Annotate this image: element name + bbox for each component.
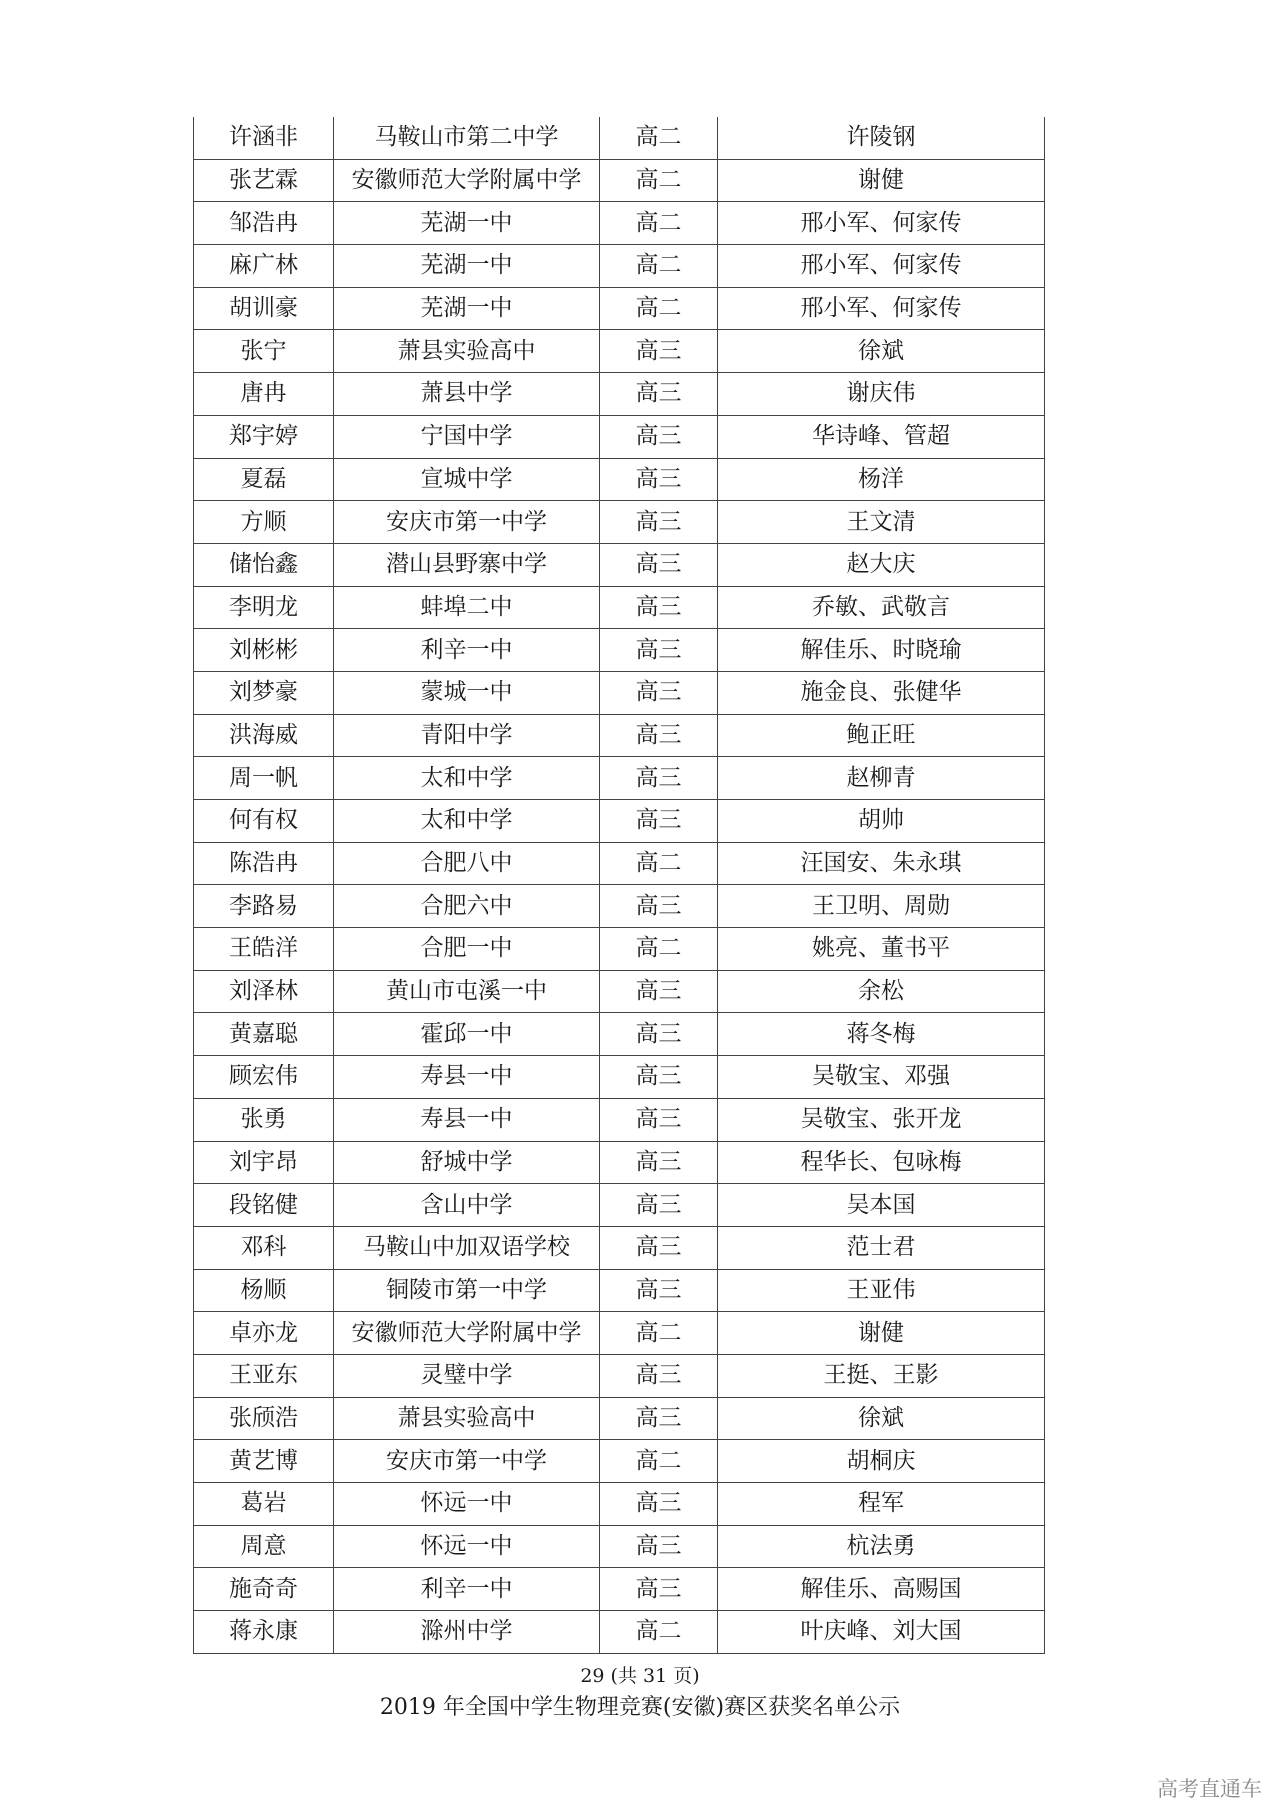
grade-cell: 高三 xyxy=(600,757,718,800)
table-row xyxy=(194,757,1045,800)
student-name-cell: 张勇 xyxy=(194,1098,334,1141)
coach-cell: 解佳乐、高赐国 xyxy=(718,1568,1045,1611)
school-cell: 安庆市第一中学 xyxy=(334,1440,600,1483)
school-cell: 寿县一中 xyxy=(334,1056,600,1099)
school-cell: 安庆市第一中学 xyxy=(334,501,600,544)
table-row xyxy=(194,1226,1045,1269)
table-row xyxy=(194,1312,1045,1355)
coach-cell: 吴敬宝、邓强 xyxy=(718,1056,1045,1099)
student-name-cell: 刘宇昂 xyxy=(194,1141,334,1184)
grade-cell: 高三 xyxy=(600,671,718,714)
watermark: 高考直通车 xyxy=(1157,1777,1262,1801)
grade-cell: 高三 xyxy=(600,1525,718,1568)
school-cell: 合肥一中 xyxy=(334,928,600,971)
table-row xyxy=(194,501,1045,544)
school-cell: 含山中学 xyxy=(334,1184,600,1227)
student-name-cell: 张宁 xyxy=(194,330,334,373)
grade-cell: 高二 xyxy=(600,159,718,202)
coach-cell: 余松 xyxy=(718,970,1045,1013)
student-name-cell: 段铭健 xyxy=(194,1184,334,1227)
table-row xyxy=(194,415,1045,458)
coach-cell: 谢庆伟 xyxy=(718,373,1045,416)
school-cell: 太和中学 xyxy=(334,800,600,843)
school-cell: 安徽师范大学附属中学 xyxy=(334,1312,600,1355)
grade-cell: 高三 xyxy=(600,1397,718,1440)
coach-cell: 乔敏、武敬言 xyxy=(718,586,1045,629)
table-row xyxy=(194,159,1045,202)
school-cell: 灵璧中学 xyxy=(334,1354,600,1397)
grade-cell: 高三 xyxy=(600,1098,718,1141)
table-row xyxy=(194,1354,1045,1397)
coach-cell: 谢健 xyxy=(718,1312,1045,1355)
school-cell: 霍邱一中 xyxy=(334,1013,600,1056)
coach-cell: 胡桐庆 xyxy=(718,1440,1045,1483)
grade-cell: 高三 xyxy=(600,1269,718,1312)
table-row xyxy=(194,287,1045,330)
table-row xyxy=(194,1184,1045,1227)
table-row xyxy=(194,970,1045,1013)
coach-cell: 范士君 xyxy=(718,1226,1045,1269)
student-name-cell: 顾宏伟 xyxy=(194,1056,334,1099)
coach-cell: 姚亮、董书平 xyxy=(718,928,1045,971)
grade-cell: 高二 xyxy=(600,245,718,288)
grade-cell: 高二 xyxy=(600,202,718,245)
student-name-cell: 邓科 xyxy=(194,1226,334,1269)
student-name-cell: 刘梦豪 xyxy=(194,671,334,714)
school-cell: 寿县一中 xyxy=(334,1098,600,1141)
grade-cell: 高二 xyxy=(600,928,718,971)
grade-cell: 高三 xyxy=(600,1354,718,1397)
table-row xyxy=(194,1013,1045,1056)
grade-cell: 高三 xyxy=(600,714,718,757)
grade-cell: 高三 xyxy=(600,1056,718,1099)
table-row xyxy=(194,543,1045,586)
coach-cell: 王文清 xyxy=(718,501,1045,544)
school-cell: 太和中学 xyxy=(334,757,600,800)
grade-cell: 高三 xyxy=(600,800,718,843)
school-cell: 马鞍山市第二中学 xyxy=(334,117,600,159)
student-name-cell: 许涵非 xyxy=(194,117,334,159)
coach-cell: 王卫明、周勋 xyxy=(718,885,1045,928)
student-name-cell: 刘泽林 xyxy=(194,970,334,1013)
grade-cell: 高三 xyxy=(600,1226,718,1269)
school-cell: 萧县实验高中 xyxy=(334,330,600,373)
coach-cell: 王挺、王影 xyxy=(718,1354,1045,1397)
student-name-cell: 唐冉 xyxy=(194,373,334,416)
grade-cell: 高三 xyxy=(600,373,718,416)
table-row xyxy=(194,629,1045,672)
coach-cell: 徐斌 xyxy=(718,330,1045,373)
coach-cell: 杨洋 xyxy=(718,458,1045,501)
coach-cell: 吴敬宝、张开龙 xyxy=(718,1098,1045,1141)
school-cell: 萧县中学 xyxy=(334,373,600,416)
table-row xyxy=(194,586,1045,629)
coach-cell: 王亚伟 xyxy=(718,1269,1045,1312)
student-name-cell: 王亚东 xyxy=(194,1354,334,1397)
coach-cell: 胡帅 xyxy=(718,800,1045,843)
table-row xyxy=(194,1141,1045,1184)
table-row xyxy=(194,1611,1045,1654)
student-name-cell: 郑宇婷 xyxy=(194,415,334,458)
coach-cell: 赵大庆 xyxy=(718,543,1045,586)
coach-cell: 杭法勇 xyxy=(718,1525,1045,1568)
coach-cell: 蒋冬梅 xyxy=(718,1013,1045,1056)
table-row xyxy=(194,1568,1045,1611)
table-row xyxy=(194,458,1045,501)
school-cell: 利辛一中 xyxy=(334,1568,600,1611)
grade-cell: 高三 xyxy=(600,629,718,672)
student-name-cell: 周一帆 xyxy=(194,757,334,800)
page-number: 29 (共 31 页) xyxy=(580,1665,700,1687)
coach-cell: 程军 xyxy=(718,1483,1045,1526)
student-name-cell: 李路易 xyxy=(194,885,334,928)
student-name-cell: 张颀浩 xyxy=(194,1397,334,1440)
grade-cell: 高三 xyxy=(600,1013,718,1056)
coach-cell: 叶庆峰、刘大国 xyxy=(718,1611,1045,1654)
award-list-table xyxy=(193,117,1045,1654)
award-list-body xyxy=(194,117,1045,1653)
grade-cell: 高三 xyxy=(600,1141,718,1184)
student-name-cell: 夏磊 xyxy=(194,458,334,501)
grade-cell: 高二 xyxy=(600,1312,718,1355)
grade-cell: 高二 xyxy=(600,1440,718,1483)
table-row xyxy=(194,1098,1045,1141)
school-cell: 怀远一中 xyxy=(334,1483,600,1526)
grade-cell: 高三 xyxy=(600,1184,718,1227)
student-name-cell: 刘彬彬 xyxy=(194,629,334,672)
student-name-cell: 张艺霖 xyxy=(194,159,334,202)
table-row xyxy=(194,330,1045,373)
table-row xyxy=(194,928,1045,971)
school-cell: 黄山市屯溪一中 xyxy=(334,970,600,1013)
student-name-cell: 邹浩冉 xyxy=(194,202,334,245)
table-row xyxy=(194,1525,1045,1568)
school-cell: 铜陵市第一中学 xyxy=(334,1269,600,1312)
table-row xyxy=(194,373,1045,416)
table-row xyxy=(194,1397,1045,1440)
student-name-cell: 蒋永康 xyxy=(194,1611,334,1654)
school-cell: 芜湖一中 xyxy=(334,202,600,245)
school-cell: 潜山县野寨中学 xyxy=(334,543,600,586)
student-name-cell: 黄艺博 xyxy=(194,1440,334,1483)
student-name-cell: 储怡鑫 xyxy=(194,543,334,586)
student-name-cell: 洪海威 xyxy=(194,714,334,757)
coach-cell: 邢小军、何家传 xyxy=(718,202,1045,245)
school-cell: 芜湖一中 xyxy=(334,287,600,330)
grade-cell: 高三 xyxy=(600,543,718,586)
grade-cell: 高三 xyxy=(600,885,718,928)
school-cell: 宁国中学 xyxy=(334,415,600,458)
school-cell: 青阳中学 xyxy=(334,714,600,757)
table-row xyxy=(194,1269,1045,1312)
school-cell: 舒城中学 xyxy=(334,1141,600,1184)
table-row xyxy=(194,117,1045,159)
grade-cell: 高三 xyxy=(600,501,718,544)
coach-cell: 程华长、包咏梅 xyxy=(718,1141,1045,1184)
student-name-cell: 杨顺 xyxy=(194,1269,334,1312)
school-cell: 宣城中学 xyxy=(334,458,600,501)
table-row xyxy=(194,1440,1045,1483)
coach-cell: 徐斌 xyxy=(718,1397,1045,1440)
school-cell: 蚌埠二中 xyxy=(334,586,600,629)
student-name-cell: 胡训豪 xyxy=(194,287,334,330)
school-cell: 马鞍山中加双语学校 xyxy=(334,1226,600,1269)
grade-cell: 高三 xyxy=(600,458,718,501)
student-name-cell: 周意 xyxy=(194,1525,334,1568)
grade-cell: 高二 xyxy=(600,1611,718,1654)
school-cell: 蒙城一中 xyxy=(334,671,600,714)
table-row xyxy=(194,1056,1045,1099)
coach-cell: 解佳乐、时晓瑜 xyxy=(718,629,1045,672)
grade-cell: 高三 xyxy=(600,586,718,629)
table-row xyxy=(194,245,1045,288)
student-name-cell: 卓亦龙 xyxy=(194,1312,334,1355)
student-name-cell: 李明龙 xyxy=(194,586,334,629)
school-cell: 怀远一中 xyxy=(334,1525,600,1568)
school-cell: 安徽师范大学附属中学 xyxy=(334,159,600,202)
coach-cell: 汪国安、朱永琪 xyxy=(718,842,1045,885)
coach-cell: 施金良、张健华 xyxy=(718,671,1045,714)
coach-cell: 许陵钢 xyxy=(718,117,1045,159)
table-row xyxy=(194,714,1045,757)
grade-cell: 高三 xyxy=(600,330,718,373)
grade-cell: 高二 xyxy=(600,842,718,885)
grade-cell: 高三 xyxy=(600,970,718,1013)
grade-cell: 高二 xyxy=(600,117,718,159)
table-row xyxy=(194,202,1045,245)
coach-cell: 邢小军、何家传 xyxy=(718,245,1045,288)
coach-cell: 谢健 xyxy=(718,159,1045,202)
student-name-cell: 黄嘉聪 xyxy=(194,1013,334,1056)
coach-cell: 华诗峰、管超 xyxy=(718,415,1045,458)
grade-cell: 高三 xyxy=(600,415,718,458)
coach-cell: 赵柳青 xyxy=(718,757,1045,800)
school-cell: 合肥八中 xyxy=(334,842,600,885)
table-row xyxy=(194,885,1045,928)
school-cell: 萧县实验高中 xyxy=(334,1397,600,1440)
student-name-cell: 方顺 xyxy=(194,501,334,544)
table-row xyxy=(194,1483,1045,1526)
coach-cell: 鲍正旺 xyxy=(718,714,1045,757)
coach-cell: 吴本国 xyxy=(718,1184,1045,1227)
grade-cell: 高三 xyxy=(600,1568,718,1611)
table-row xyxy=(194,800,1045,843)
school-cell: 芜湖一中 xyxy=(334,245,600,288)
school-cell: 利辛一中 xyxy=(334,629,600,672)
coach-cell: 邢小军、何家传 xyxy=(718,287,1045,330)
grade-cell: 高二 xyxy=(600,287,718,330)
student-name-cell: 王皓洋 xyxy=(194,928,334,971)
table-row xyxy=(194,842,1045,885)
student-name-cell: 何有权 xyxy=(194,800,334,843)
school-cell: 合肥六中 xyxy=(334,885,600,928)
student-name-cell: 陈浩冉 xyxy=(194,842,334,885)
student-name-cell: 麻广林 xyxy=(194,245,334,288)
grade-cell: 高三 xyxy=(600,1483,718,1526)
student-name-cell: 葛岩 xyxy=(194,1483,334,1526)
document-title: 2019 年全国中学生物理竞赛(安徽)赛区获奖名单公示 xyxy=(379,1695,901,1720)
school-cell: 滁州中学 xyxy=(334,1611,600,1654)
table-row xyxy=(194,671,1045,714)
student-name-cell: 施奇奇 xyxy=(194,1568,334,1611)
